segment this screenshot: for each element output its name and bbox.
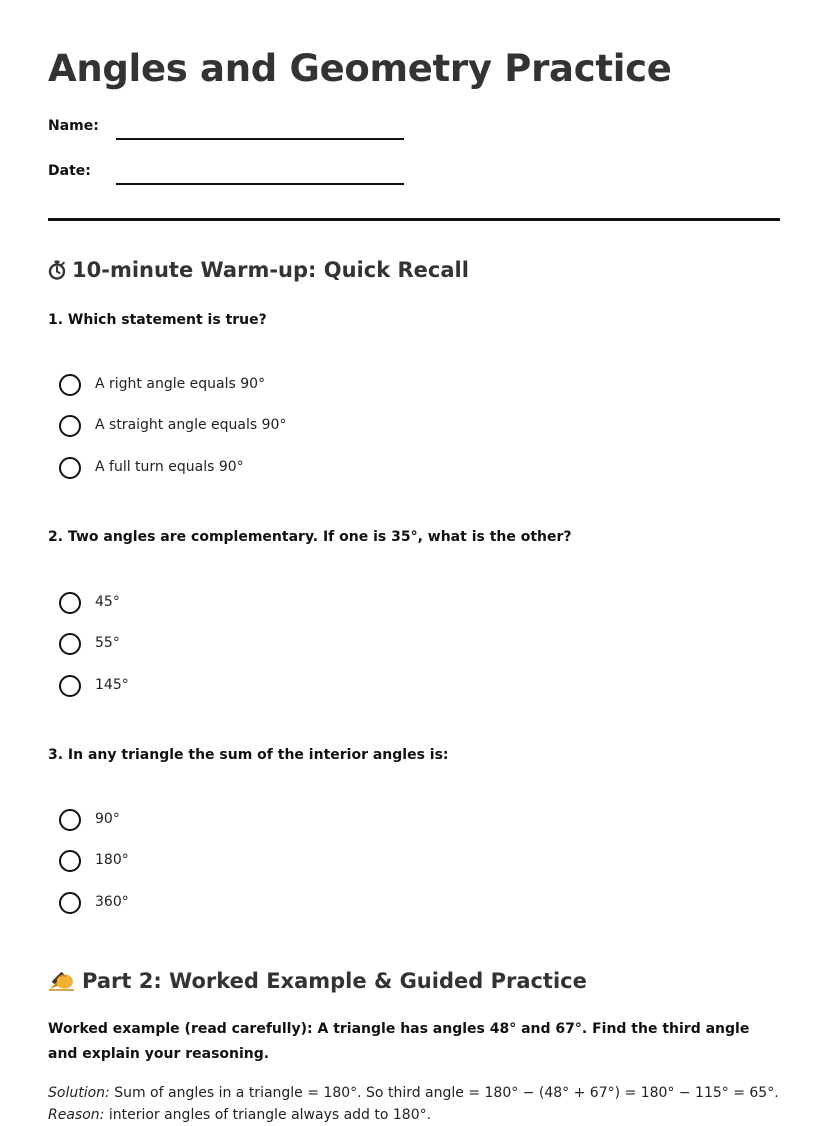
radio-button[interactable] xyxy=(59,809,81,831)
option-label: 145° xyxy=(95,677,129,693)
radio-button[interactable] xyxy=(59,633,81,655)
part2-heading-text: Part 2: Worked Example & Guided Practice xyxy=(82,969,587,993)
q1-option-b[interactable] xyxy=(59,415,419,439)
option-label: 180° xyxy=(95,852,129,868)
warmup-heading xyxy=(48,258,469,285)
solution-text xyxy=(48,1082,780,1126)
radio-button[interactable] xyxy=(59,675,81,697)
solution-body: Sum of angles in a triangle = 180°. So third angle = 180° − (48° + 67°) = 180° − 115° = 65°. xyxy=(109,1085,779,1101)
q3-option-c[interactable] xyxy=(59,892,419,916)
option-label: A right angle equals 90° xyxy=(95,376,266,392)
writing-hand-icon xyxy=(48,965,76,996)
reason-label: Reason: xyxy=(48,1107,105,1123)
option-label: 45° xyxy=(95,594,120,610)
option-label: A straight angle equals 90° xyxy=(95,417,287,433)
header-divider xyxy=(48,218,780,221)
part2-heading xyxy=(48,965,587,996)
option-label: 90° xyxy=(95,811,120,827)
question-1: 1. Which statement is true? xyxy=(48,312,267,328)
solution-label: Solution: xyxy=(48,1085,110,1101)
page-title: Angles and Geometry Practice xyxy=(48,47,672,90)
name-field[interactable] xyxy=(116,138,404,140)
option-label: 360° xyxy=(95,894,129,910)
stopwatch-icon xyxy=(48,260,66,285)
reason-body: interior angles of triangle always add to 180°. xyxy=(104,1107,432,1123)
question-3: 3. In any triangle the sum of the interior angles is: xyxy=(48,747,449,763)
radio-button[interactable] xyxy=(59,592,81,614)
q2-option-b[interactable] xyxy=(59,633,419,657)
radio-button[interactable] xyxy=(59,374,81,396)
date-label: Date: xyxy=(48,163,91,179)
radio-button[interactable] xyxy=(59,850,81,872)
q2-option-a[interactable] xyxy=(59,592,419,616)
radio-button[interactable] xyxy=(59,892,81,914)
q2-option-c[interactable] xyxy=(59,675,419,699)
option-label: 55° xyxy=(95,635,120,651)
name-label: Name: xyxy=(48,118,99,134)
q3-option-a[interactable] xyxy=(59,809,419,833)
worked-example: Worked example (read carefully): A triangle has angles 48° and 67°. Find the third angle and explain your reasoning. xyxy=(48,1021,750,1062)
date-field[interactable] xyxy=(116,183,404,185)
name-field-row xyxy=(48,118,448,142)
q3-option-b[interactable] xyxy=(59,850,419,874)
radio-button[interactable] xyxy=(59,415,81,437)
option-label: A full turn equals 90° xyxy=(95,459,244,475)
date-field-row xyxy=(48,163,448,187)
q1-option-c[interactable] xyxy=(59,457,419,481)
q1-option-a[interactable] xyxy=(59,374,419,398)
question-2: 2. Two angles are complementary. If one is 35°, what is the other? xyxy=(48,529,572,545)
warmup-heading-text: 10-minute Warm-up: Quick Recall xyxy=(72,258,469,282)
radio-button[interactable] xyxy=(59,457,81,479)
